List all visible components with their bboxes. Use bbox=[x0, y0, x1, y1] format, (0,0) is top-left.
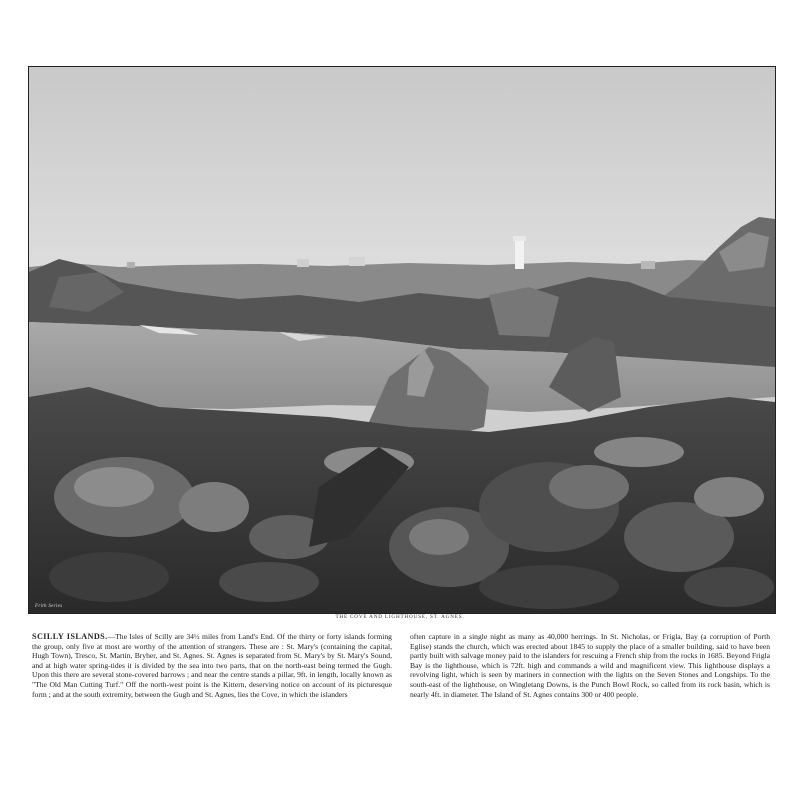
right-body: often capture in a single night as many as 40,000 herrings. In St. Nicholas, or Frigla, Bay (a corruption of Porth Eglise) stands the church, which was erected about 1845 to supply the place of a smaller building, said to have been partly built with salvage money paid to the islanders for rescuing a French ship from the rocks in 1685. Beyond Frigla Bay is the lighthouse, which is 72ft. high and commands a wild and magnificent view. This lighthouse displays a revolving light, which is seen by mariners in connection with the lights on the Seven Stones and Longships. To the south-east of the lighthouse, on Wingletang Downs, is the Punch Bowl Rock, so called from its rock basin, which is nearly 4ft. in diameter. The Island of St. Agnes contains 300 or 400 people. bbox=[410, 632, 770, 699]
left-column bbox=[32, 632, 392, 699]
photo-caption: THE COVE AND LIGHTHOUSE, ST. AGNES. bbox=[335, 614, 465, 620]
article-text bbox=[32, 632, 770, 699]
right-column bbox=[410, 632, 770, 699]
photograph bbox=[28, 66, 776, 614]
left-body: —The Isles of Scilly are 34½ miles from Land's End. Of the thirty or forty islands forming the group, only five at most are worthy of the attention of strangers. These are : St. Mary's (containing the capital, Hugh Town), Tresco, St. Martin, Bryher, and St. Agnes. St. Agnes is separated from St. Mary's by St. Mary's Sound, and at high water spring-tides it is divided by the sea into two parts, that on the north-east being termed the Gugh. Upon this there are several stone-covered barrows ; and near the centre stands a pillar, 9ft. in length, locally known as "The Old Man Cutting Turf." Off the north-west point is the Kittern, deserving notice on account of its picturesque form ; and at the south extremity, between the Gugh and St. Agnes, lies the Cove, in which the islanders bbox=[32, 632, 392, 699]
photo-credit: Frith Series bbox=[35, 604, 63, 609]
shore-photo bbox=[29, 67, 775, 613]
lighthouse bbox=[515, 239, 524, 269]
article-heading: SCILLY ISLANDS. bbox=[32, 632, 108, 641]
sky bbox=[29, 67, 775, 277]
